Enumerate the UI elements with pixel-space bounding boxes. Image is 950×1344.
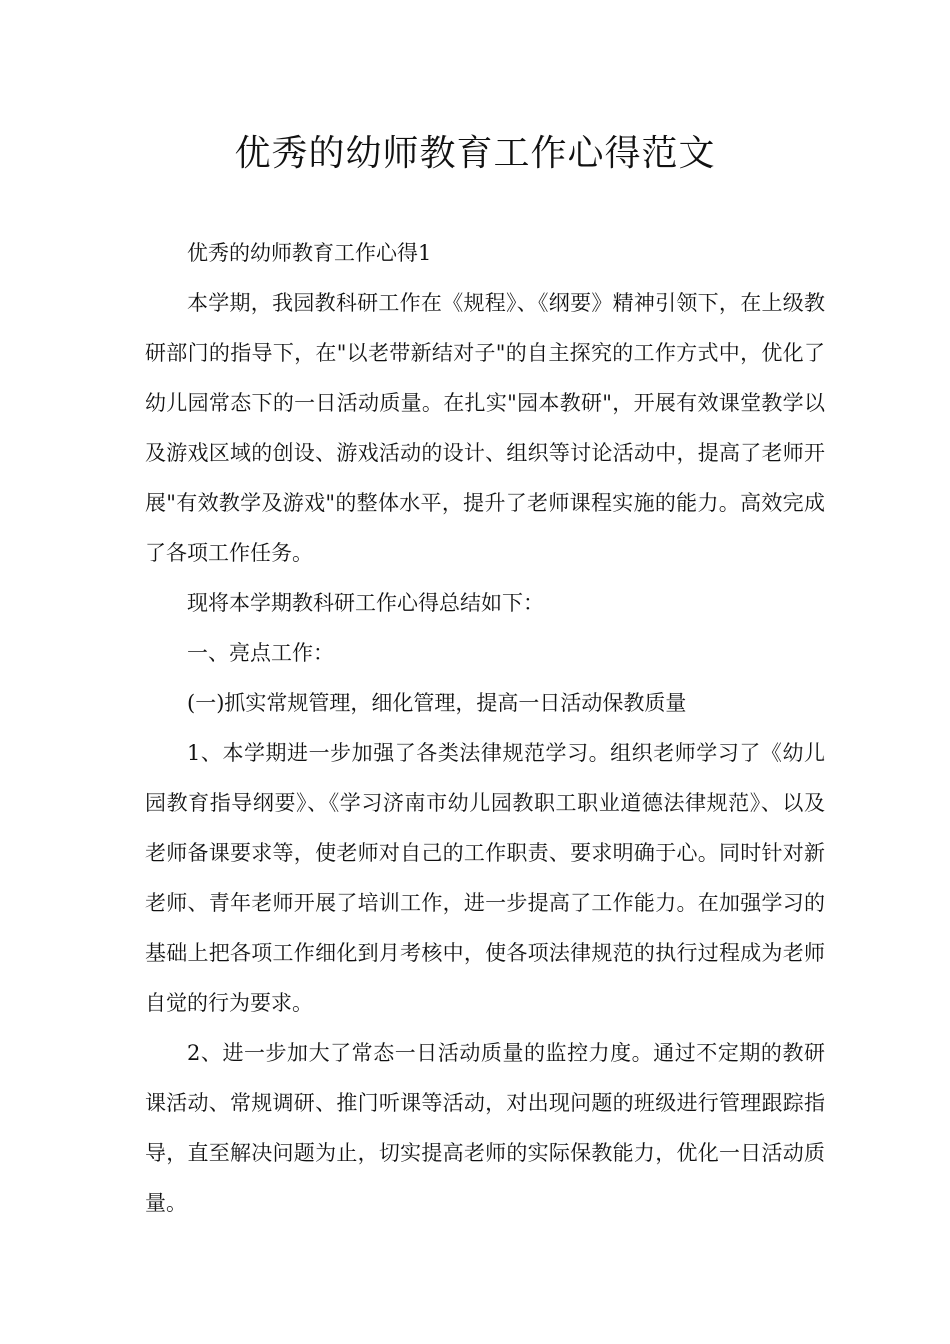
document-title: 优秀的幼师教育工作心得范文	[234, 133, 716, 174]
document-body	[145, 228, 825, 1228]
section-heading: 优秀的幼师教育工作心得1	[187, 241, 432, 265]
paragraph-item-1: 1、本学期进一步加强了各类法律规范学习。组织老师学习了《幼儿园教育指导纲要》、《学习济南市幼儿园教职工职业道德法律规范》、以及老师备课要求等，使老师对自己的工作职责、要求明确于心。同时针对新老师、青年老师开展了培训工作，进一步提高了工作能力。在加强学习的基础上把各项工作细化到月考核中，使各项法律规范的执行过程成为老师自觉的行为要求。	[145, 741, 825, 1015]
section-highlights-heading: 一、亮点工作：	[187, 641, 334, 665]
subsection-heading: (一)抓实常规管理，细化管理，提高一日活动保教质量	[187, 691, 687, 715]
paragraph-intro: 本学期，我园教科研工作在《规程》、《纲要》精神引领下，在上级教研部门的指导下，在"以老带新结对子"的自主探究的工作方式中，优化了幼儿园常态下的一日活动质量。在扎实"园本教研"，开展有效课堂教学以及游戏区域的创设、游戏活动的设计、组织等讨论活动中，提高了老师开展"有效教学及游戏"的整体水平，提升了老师课程实施的能力。高效完成了各项工作任务。	[145, 291, 825, 565]
paragraph-summary-lead: 现将本学期教科研工作心得总结如下：	[187, 591, 544, 615]
paragraph-item-2: 2、进一步加大了常态一日活动质量的监控力度。通过不定期的教研课活动、常规调研、推门听课等活动，对出现问题的班级进行管理跟踪指导，直至解决问题为止，切实提高老师的实际保教能力，优化一日活动质量。	[145, 1041, 825, 1215]
